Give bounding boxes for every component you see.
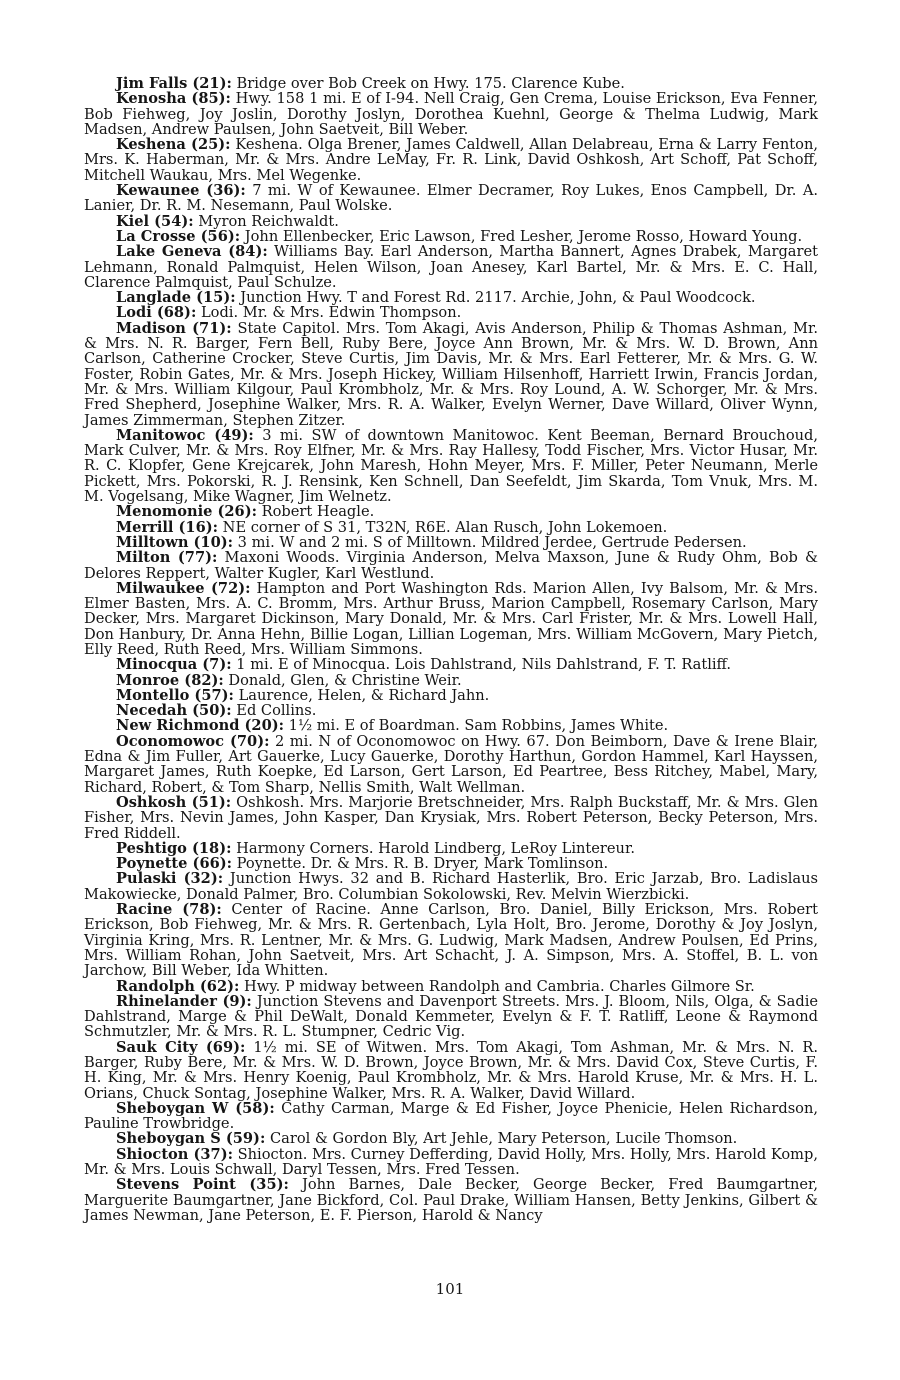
entry-observers: Junction Hwy. T and Forest Rd. 2117. Archie, John, & Paul Woodcock. [235, 289, 756, 307]
entry-location: Keshena (25): [116, 136, 231, 154]
entry-location: Randolph (62): [116, 977, 240, 995]
entry [84, 305, 818, 320]
entry [84, 657, 818, 672]
entry-location: Monroe (82): [116, 671, 224, 689]
entry [84, 902, 818, 978]
entry-observers: Cathy Carman, Marge & Ed Fisher, Joyce Phenicie, Helen Richardson, Pauline Trowbridge. [84, 1099, 819, 1133]
entry [84, 979, 818, 994]
entry [84, 1040, 818, 1101]
entry-location: Minocqua (7): [116, 656, 232, 674]
entry [84, 183, 818, 214]
entry-observers: Laurence, Helen, & Richard Jahn. [233, 686, 490, 704]
entry-observers: 1½ mi. SE of Witwen. Mrs. Tom Akagi, Tom Ashman, Mr. & Mrs. N. R. Barger, Ruby Bere, Mr. & Mrs. W. D. Brown, Joyce Brown, Mr. & Mrs. David Cox, Steve Curtis, F. H. King, Mr. & Mrs. Henry Koenig, Paul Krombholz, Mr. & Mrs. Harold Kruse, Mr. & Mrs. H. L. Orians, Chuck Sontag, Josephine Walker, Mrs. R. A. Walker, David Willard. [84, 1038, 819, 1102]
entry-location: Necedah (50): [116, 702, 232, 720]
entry [84, 244, 818, 290]
entry-location: Sheboygan W (58): [116, 1099, 275, 1117]
entry-location: Jim Falls (21): [116, 75, 232, 92]
entry-observers: Center of Racine. Anne Carlson, Bro. Daniel, Billy Erickson, Mrs. Robert Erickson, Bob Fiehweg, Mr. & Mrs. R. Gertenbach, Lyla Holt, Bro. Jerome, Dorothy & Joy Joslyn, Virginia Kring, Mrs. R. Lentner, Mr. & Mrs. G. Ludwig, Mark Madsen, Andrew Poulsen, Ed Prins, Mrs. William Rohan, John Saetveit, Mrs. Art Schacht, J. A. Simpson, Mrs. A. Stoffel, B. L. von Jarchow, Bill Weber, Ida Whitten. [84, 901, 818, 980]
entry-location: Milton (77): [116, 549, 218, 567]
entry [84, 428, 818, 504]
entry-observers: Hampton and Port Washington Rds. Marion Allen, Ivy Balsom, Mr. & Mrs. Elmer Basten, Mrs. A. C. Bromm, Mrs. Arthur Bruss, Marion Campbell, Rosemary Carlson, Mary Decker, Mrs. Margaret Dickinson, Mary Donald, Mr. & Mrs. Carl Frister, Mr. & Mrs. Lowell Hall, Don Hanbury, Dr. Anna Hehn, Billie Logan, Lillian Logeman, Mrs. William McGovern, Mary Pietch, Elly Reed, Ruth Reed, Mrs. William Simmons. [84, 579, 818, 658]
entry [84, 703, 818, 718]
entry [84, 688, 818, 703]
entry-list [84, 76, 818, 1223]
entry [84, 871, 818, 902]
entry-location: Oshkosh (51): [116, 793, 232, 811]
entry-observers: Lodi. Mr. & Mrs. Edwin Thompson. [196, 304, 462, 322]
entry-location: New Richmond (20): [116, 717, 285, 735]
entry-observers: John Barnes, Dale Becker, George Becker, Fred Baumgartner, Marguerite Baumgartner, Jane Bickford, Col. Paul Drake, William Hansen, Betty Jenkins, Gilbert & James Newman, Jane Peterson, E. F. Pierson, Harold & Nancy [84, 1176, 818, 1224]
entry-observers: Donald, Glen, & Christine Weir. [223, 671, 462, 689]
entry-location: Kiel (54): [116, 212, 194, 230]
entry-observers: Oshkosh. Mrs. Marjorie Bretschneider, Mrs. Ralph Buckstaff, Mr. & Mrs. Glen Fisher, Mrs. Nevin James, John Kasper, Dan Krysiak, Mrs. Robert Peterson, Becky Peterson, Mrs. Fred Riddell. [84, 793, 818, 842]
entry-location: Racine (78): [116, 901, 222, 919]
entry-location: Peshtigo (18): [116, 839, 232, 857]
entry-location: Pulaski (32): [116, 870, 224, 888]
entry [84, 856, 818, 871]
entry [84, 994, 818, 1040]
entry [84, 321, 818, 428]
entry [84, 1101, 818, 1132]
entry-location: Milwaukee (72): [116, 579, 251, 597]
entry-observers: 3 mi. W and 2 mi. S of Milltown. Mildred Jerdee, Gertrude Pedersen. [233, 533, 747, 551]
entry [84, 229, 818, 244]
entry-observers: Ed Collins. [231, 702, 317, 720]
entry-observers: 7 mi. W of Kewaunee. Elmer Decramer, Roy Lukes, Enos Campbell, Dr. A. Lanier, Dr. R. M. Nesemann, Paul Wolske. [84, 182, 819, 215]
entry [84, 795, 818, 841]
entry-location: Lodi (68): [116, 304, 197, 322]
entry-observers: NE corner of S 31, T32N, R6E. Alan Rusch, John Lokemoen. [218, 518, 668, 536]
entry [84, 673, 818, 688]
entry [84, 1177, 818, 1223]
entry [84, 581, 818, 657]
entry-location: La Crosse (56): [116, 227, 241, 245]
entry-observers: Hwy. 158 1 mi. E of I-94. Nell Craig, Gen Crema, Louise Erickson, Eva Fenner, Bob Fiehweg, Joy Joslin, Dorothy Joslyn, Dorothea Kuehnl, George & Thelma Ludwig, Mark Madsen, Andrew Paulsen, John Saetveit, Bill Weber. [84, 90, 818, 138]
entry-observers: Poynette. Dr. & Mrs. R. B. Dryer, Mark Tomlinson. [232, 855, 609, 873]
entry-location: Poynette (66): [116, 855, 233, 873]
entry-location: Menomonie (26): [116, 503, 257, 521]
entry-observers: John Ellenbecker, Eric Lawson, Fred Lesher, Jerome Rosso, Howard Young. [240, 227, 803, 245]
entry [84, 520, 818, 535]
entry [84, 718, 818, 733]
entry-location: Sauk City (69): [116, 1038, 246, 1056]
entry-location: Stevens Point (35): [116, 1176, 289, 1194]
page-number: 101 [435, 1280, 465, 1298]
entry-location: Lake Geneva (84): [116, 243, 268, 261]
entry-observers: Junction Hwys. 32 and B. Richard Hasterlik, Bro. Eric Jarzab, Bro. Ladislaus Makowiecke, Donald Palmer, Bro. Columbian Sokolowski, Rev. Melvin Wierzbicki. [84, 870, 818, 903]
entry [84, 535, 818, 550]
entry-location: Merrill (16): [116, 518, 219, 536]
entry-observers: 1 mi. E of Minocqua. Lois Dahlstrand, Nils Dahlstrand, F. T. Ratliff. [231, 656, 732, 674]
entry-observers: State Capitol. Mrs. Tom Akagi, Avis Anderson, Philip & Thomas Ashman, Mr. & Mrs. N. R. Barger, Fern Bell, Ruby Bere, Joyce Ann Brown, Mr. & Mrs. W. D. Brown, Ann Carlson, Catherine Crocker, Steve Curtis, Jim Davis, Mr. & Mrs. Earl Fetterer, Mr. & Mrs. G. W. Foster, Robin Gates, Mr. & Mrs. Joseph Hickey, William Hilsenhoff, Harriett Irwin, Francis Jordan, Mr. & Mrs. William Kilgour, Paul Krombholz, Mr. & Mrs. Roy Lound, A. W. Schorger, Mr. & Mrs. Fred Shepherd, Josephine Walker, Mrs. R. A. Walker, Evelyn Werner, Dave Willard, Oliver Wynn, James Zimmerman, Stephen Zitzer. [84, 319, 818, 429]
entry [84, 290, 818, 305]
entry [84, 1131, 818, 1146]
entry-observers: Shiocton. Mrs. Curney Defferding, David Holly, Mrs. Holly, Mrs. Harold Komp, Mr. & Mrs. Louis Schwall, Daryl Tessen, Mrs. Fred Tessen. [84, 1145, 818, 1179]
entry-observers: Maxoni Woods. Virginia Anderson, Melva Maxson, June & Rudy Ohm, Bob & Delores Reppert, Walter Kugler, Karl Westlund. [84, 549, 819, 582]
entry-observers: Carol & Gordon Bly, Art Jehle, Mary Peterson, Lucile Thomson. [265, 1130, 738, 1148]
entry-location: Montello (57): [116, 686, 234, 704]
entry-observers: Bridge over Bob Creek on Hwy. 175. Clarence Kube. [231, 75, 625, 92]
entry-location: Shiocton (37): [116, 1145, 233, 1163]
entry-observers: 3 mi. SW of downtown Manitowoc. Kent Beeman, Bernard Brouchoud, Mark Culver, Mr. & Mrs. Roy Elfner, Mr. & Mrs. Ray Hallesy, Todd Fischer, Mrs. Victor Husar, Mr. R. C. Klopfer, Gene Krejcarek, John Maresh, Hohn Meyer, Mrs. F. Miller, Peter Neumann, Merle Pickett, Mrs. Pokorski, R. J. Rensink, Ken Schnell, Dan Seefeldt, Jim Skarda, Tom Vnuk, Mrs. M. M. Vogelsang, Mike Wagner, Jim Welnetz. [84, 426, 818, 506]
entry [84, 214, 818, 229]
entry-observers: Williams Bay. Earl Anderson, Martha Bannert, Agnes Drabek, Margaret Lehmann, Ronald Palmquist, Helen Wilson, Joan Anesey, Karl Bartel, Mr. & Mrs. E. C. Hall, Clarence Palmquist, Paul Schulze. [84, 243, 818, 291]
entry-location: Milltown (10): [116, 533, 234, 551]
entry-observers: 1½ mi. E of Boardman. Sam Robbins, James White. [284, 717, 669, 735]
entry-location: Rhinelander (9): [116, 992, 252, 1010]
entry [84, 550, 818, 581]
entry [84, 91, 818, 137]
entry-observers: Harmony Corners. Harold Lindberg, LeRoy Lintereur. [231, 839, 635, 857]
entry-location: Oconomowoc (70): [116, 732, 270, 750]
entry [84, 76, 818, 91]
entry-location: Kewaunee (36): [116, 182, 246, 200]
entry-location: Manitowoc (49): [116, 426, 254, 444]
entry-observers: Robert Heagle. [257, 503, 375, 521]
entry [84, 734, 818, 795]
entry-location: Madison (71): [116, 319, 232, 337]
entry-location: Sheboygan S (59): [116, 1130, 266, 1148]
entry-observers: Junction Stevens and Davenport Streets. Mrs. J. Bloom, Nils, Olga, & Sadie Dahlstrand, Marge & Phil DeWalt, Donald Kemmeter, Evelyn & F. T. Ratliff, Leone & Raymond Schmutzler, Mr. & Mrs. R. L. Stumpner, Cedric Vig. [84, 992, 818, 1041]
entry-location: Kenosha (85): [116, 90, 231, 108]
entry-location: Langlade (15): [116, 289, 236, 307]
entry-observers: 2 mi. N of Oconomowoc on Hwy. 67. Don Beimborn, Dave & Irene Blair, Edna & Jim Fuller, Art Gauerke, Lucy Gauerke, Dorothy Harthun, Gordon Hammel, Karl Hayssen, Margaret James, Ruth Koepke, Ed Larson, Gert Larson, Ed Peartree, Bess Ritchey, Mabel, Mary, Richard, Robert, & Tom Sharp, Nellis Smith, Walt Wellman. [84, 732, 818, 796]
entry [84, 137, 818, 183]
entry [84, 841, 818, 856]
entry-observers: Hwy. P midway between Randolph and Cambria. Charles Gilmore Sr. [239, 977, 755, 995]
entry [84, 1147, 818, 1178]
entry-observers: Keshena. Olga Brener, James Caldwell, Allan Delabreau, Erna & Larry Fenton, Mrs. K. Haberman, Mr. & Mrs. Andre LeMay, Fr. R. Link, David Oshkosh, Art Schoff, Pat Schoff, Mitchell Waukau, Mrs. Mel Wegenke. [84, 136, 818, 184]
entry-observers: Myron Reichwaldt. [193, 212, 339, 230]
entry [84, 504, 818, 519]
